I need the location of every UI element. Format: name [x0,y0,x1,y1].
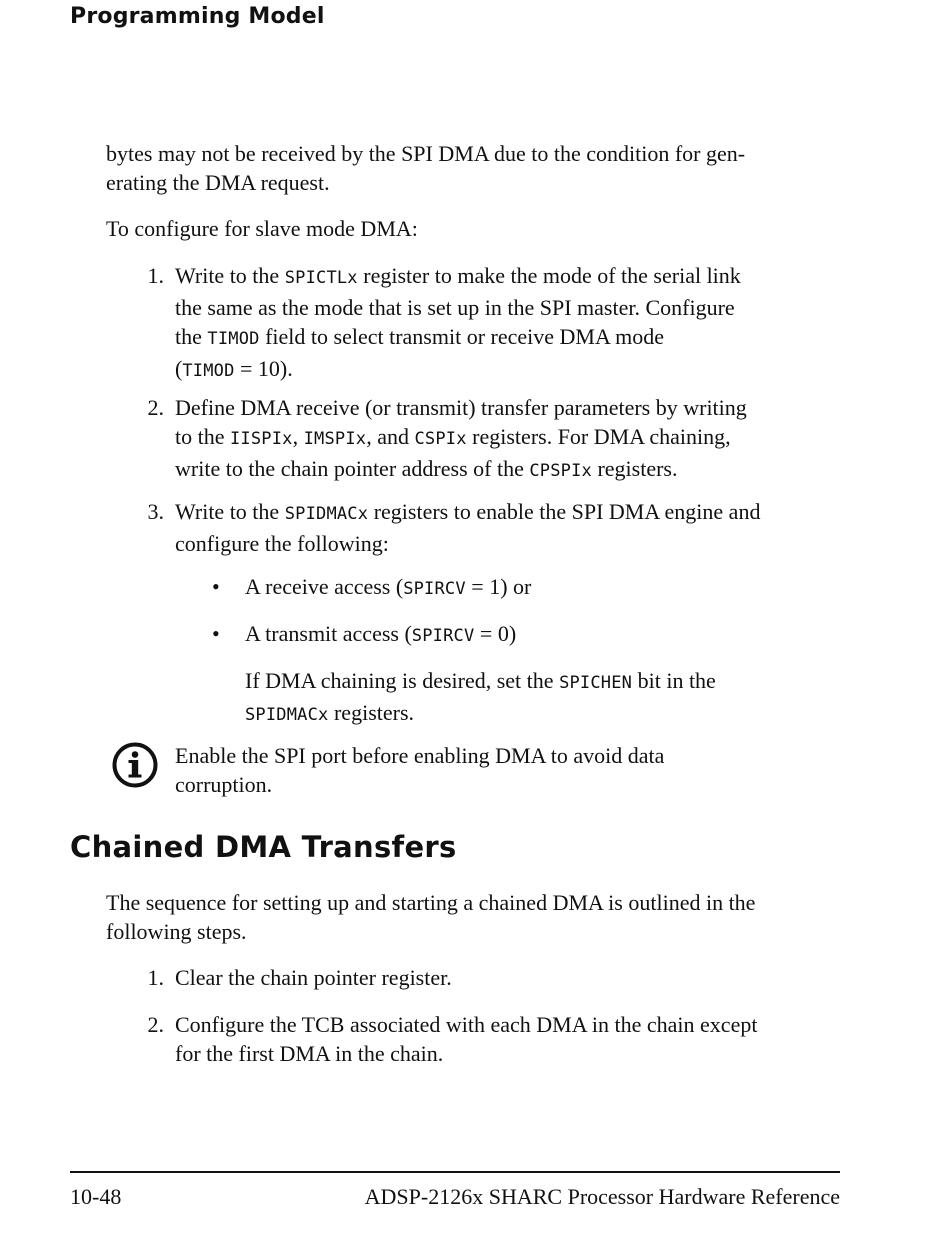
bullet-item: A receive access (SPIRCV = 1) or [245,574,532,599]
bullet-item: A transmit access (SPIRCV = 0) [245,621,517,646]
section-paragraph: The sequence for setting up and starting a chained DMA is outlined in the following steps. [106,890,756,944]
step-number: 2. [147,395,164,420]
slave-dma-intro: To configure for slave mode DMA: [106,216,418,241]
register-name: SPIDMACx [284,504,369,524]
register-name: CSPIx [414,429,467,449]
section-heading: Chained DMA Transfers [70,830,457,864]
step-number: 1. [147,263,164,288]
register-name: SPIDMACx [245,705,329,725]
list-item: Write to the SPICTLx register to make the mode of the serial link the same as the mode that is set up in the SPI master. Configure the TIMOD field to select transmit or receive DMA mode (TIMOD = 10). [175,263,741,381]
chaining-note: If DMA chaining is desired, set the SPICHEN bit in the SPIDMACx registers. [245,668,716,725]
intro-paragraph [106,139,846,197]
register-name: CPSPIx [529,461,592,481]
step-number: 1. [147,965,164,990]
step-number: 3. [147,499,164,524]
bit-name: SPIRCV [403,579,466,599]
field-name: TIMOD [207,329,260,349]
bullet-marker: • [212,574,220,599]
running-head: Programming Model [70,4,325,29]
page-number: 10-48 [70,1184,122,1209]
list-item: Write to the SPIDMACx registers to enable the SPI DMA engine and configure the following: [175,499,761,556]
book-title: ADSP-2126x SHARC Processor Hardware Reference [364,1184,840,1209]
bit-name: SPIRCV [411,626,475,646]
field-name: TIMOD [182,361,235,381]
list-item: Configure the TCB associated with each DMA in the chain except for the first DMA in the chain. [175,1012,758,1066]
register-name: IISPIx [230,429,293,449]
bit-name: SPICHEN [559,673,633,693]
text-line: erating the DMA request. [106,170,330,195]
footer-rule [70,1171,840,1173]
list-item: Clear the chain pointer register. [175,965,452,990]
step-number: 2. [147,1012,164,1037]
list-item: Define DMA receive (or transmit) transfer parameters by writing to the IISPIx, IMSPIx, and CSPIx registers. For DMA chaining, write to the chain pointer address of the CPSPIx registers. [175,395,747,481]
info-icon [111,741,159,789]
register-name: IMSPIx [303,429,367,449]
info-note-text: Enable the SPI port before enabling DMA to avoid data corruption. [175,743,665,797]
text-line: bytes may not be received by the SPI DMA due to the condition for gen- [106,141,746,166]
bullet-marker: • [212,621,220,646]
register-name: SPICTLx [284,268,358,288]
